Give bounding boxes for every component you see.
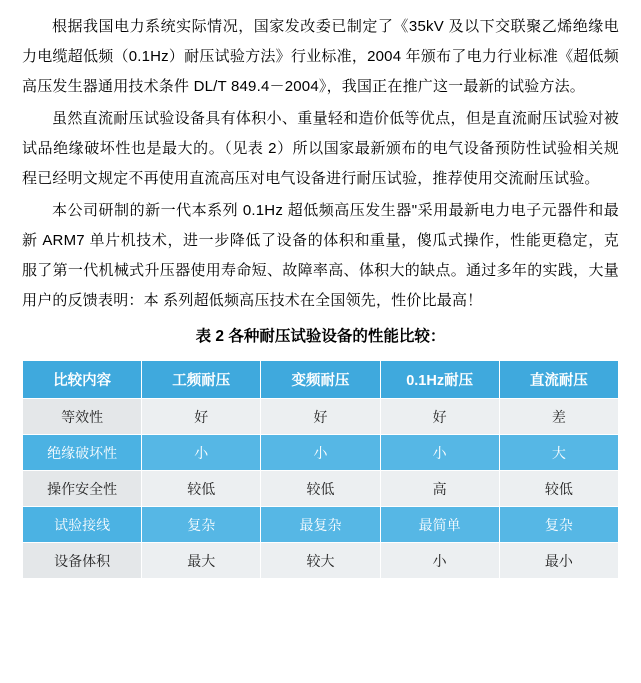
cell-test-wiring-vlf: 最简单 [380, 507, 499, 543]
column-header-dc: 直流耐压 [499, 361, 618, 399]
table-body [23, 399, 619, 579]
cell-equipment-volume-vlf: 小 [380, 543, 499, 579]
cell-equivalence-variable-frequency: 好 [261, 399, 380, 435]
row-header-insulation-damage: 绝缘破坏性 [23, 435, 142, 471]
column-header-vlf: 0.1Hz耐压 [380, 361, 499, 399]
table-row [23, 507, 619, 543]
table-row [23, 471, 619, 507]
cell-equipment-volume-variable-frequency: 较大 [261, 543, 380, 579]
cell-insulation-damage-vlf: 小 [380, 435, 499, 471]
cell-test-wiring-variable-frequency: 最复杂 [261, 507, 380, 543]
paragraph-1: 根据我国电力系统实际情况，国家发改委已制定了《35kV 及以下交联聚乙烯绝缘电力电缆超低频（0.1Hz）耐压试验方法》行业标准，2004 年颁布了电力行业标准《超低频高压发生器通用技术条件 DL/T 849.4－2004》，我国正在推广这一最新的试验方法。 [22, 18, 619, 95]
cell-operation-safety-dc: 较低 [499, 471, 618, 507]
table-row [23, 543, 619, 579]
cell-test-wiring-dc: 复杂 [499, 507, 618, 543]
cell-operation-safety-vlf: 高 [380, 471, 499, 507]
cell-operation-safety-power-frequency: 较低 [142, 471, 261, 507]
row-header-operation-safety: 操作安全性 [23, 471, 142, 507]
paragraph-3: 本公司研制的新一代本系列 0.1Hz 超低频高压发生器"采用最新电力电子元器件和最新 ARM7 单片机技术，进一步降低了设备的体积和重量，傻瓜式操作，性能更稳定，克服了第一代机械式升压器使用寿命短、故障率高、体积大的缺点。通过多年的实践，大量用户的反馈表明：本 系列超低频高压技术在全国领先，性价比最高！ [22, 202, 619, 309]
comparison-table [22, 360, 619, 579]
cell-insulation-damage-dc: 大 [499, 435, 618, 471]
row-header-equipment-volume: 设备体积 [23, 543, 142, 579]
paragraph-2: 虽然直流耐压试验设备具有体积小、重量轻和造价低等优点，但是直流耐压试验对被试品绝缘破坏性也是最大的。（见表 2）所以国家最新颁布的电气设备预防性试验相关规程已经明文规定不再使用直流高压对电气设备进行耐压试验，推荐使用交流耐压试验。 [22, 110, 619, 187]
row-header-test-wiring: 试验接线 [23, 507, 142, 543]
table-caption: 表 2 各种耐压试验设备的性能比较： [195, 328, 446, 345]
cell-test-wiring-power-frequency: 复杂 [142, 507, 261, 543]
cell-insulation-damage-power-frequency: 小 [142, 435, 261, 471]
cell-equivalence-vlf: 好 [380, 399, 499, 435]
cell-equipment-volume-dc: 最小 [499, 543, 618, 579]
table-header-row [23, 361, 619, 399]
column-header-power-frequency: 工频耐压 [142, 361, 261, 399]
column-header-category: 比较内容 [23, 361, 142, 399]
cell-equivalence-power-frequency: 好 [142, 399, 261, 435]
cell-insulation-damage-variable-frequency: 小 [261, 435, 380, 471]
table-header [23, 361, 619, 399]
table-row [23, 435, 619, 471]
column-header-variable-frequency: 变频耐压 [261, 361, 380, 399]
row-header-equivalence: 等效性 [23, 399, 142, 435]
table-row [23, 399, 619, 435]
cell-equipment-volume-power-frequency: 最大 [142, 543, 261, 579]
cell-equivalence-dc: 差 [499, 399, 618, 435]
cell-operation-safety-variable-frequency: 较低 [261, 471, 380, 507]
